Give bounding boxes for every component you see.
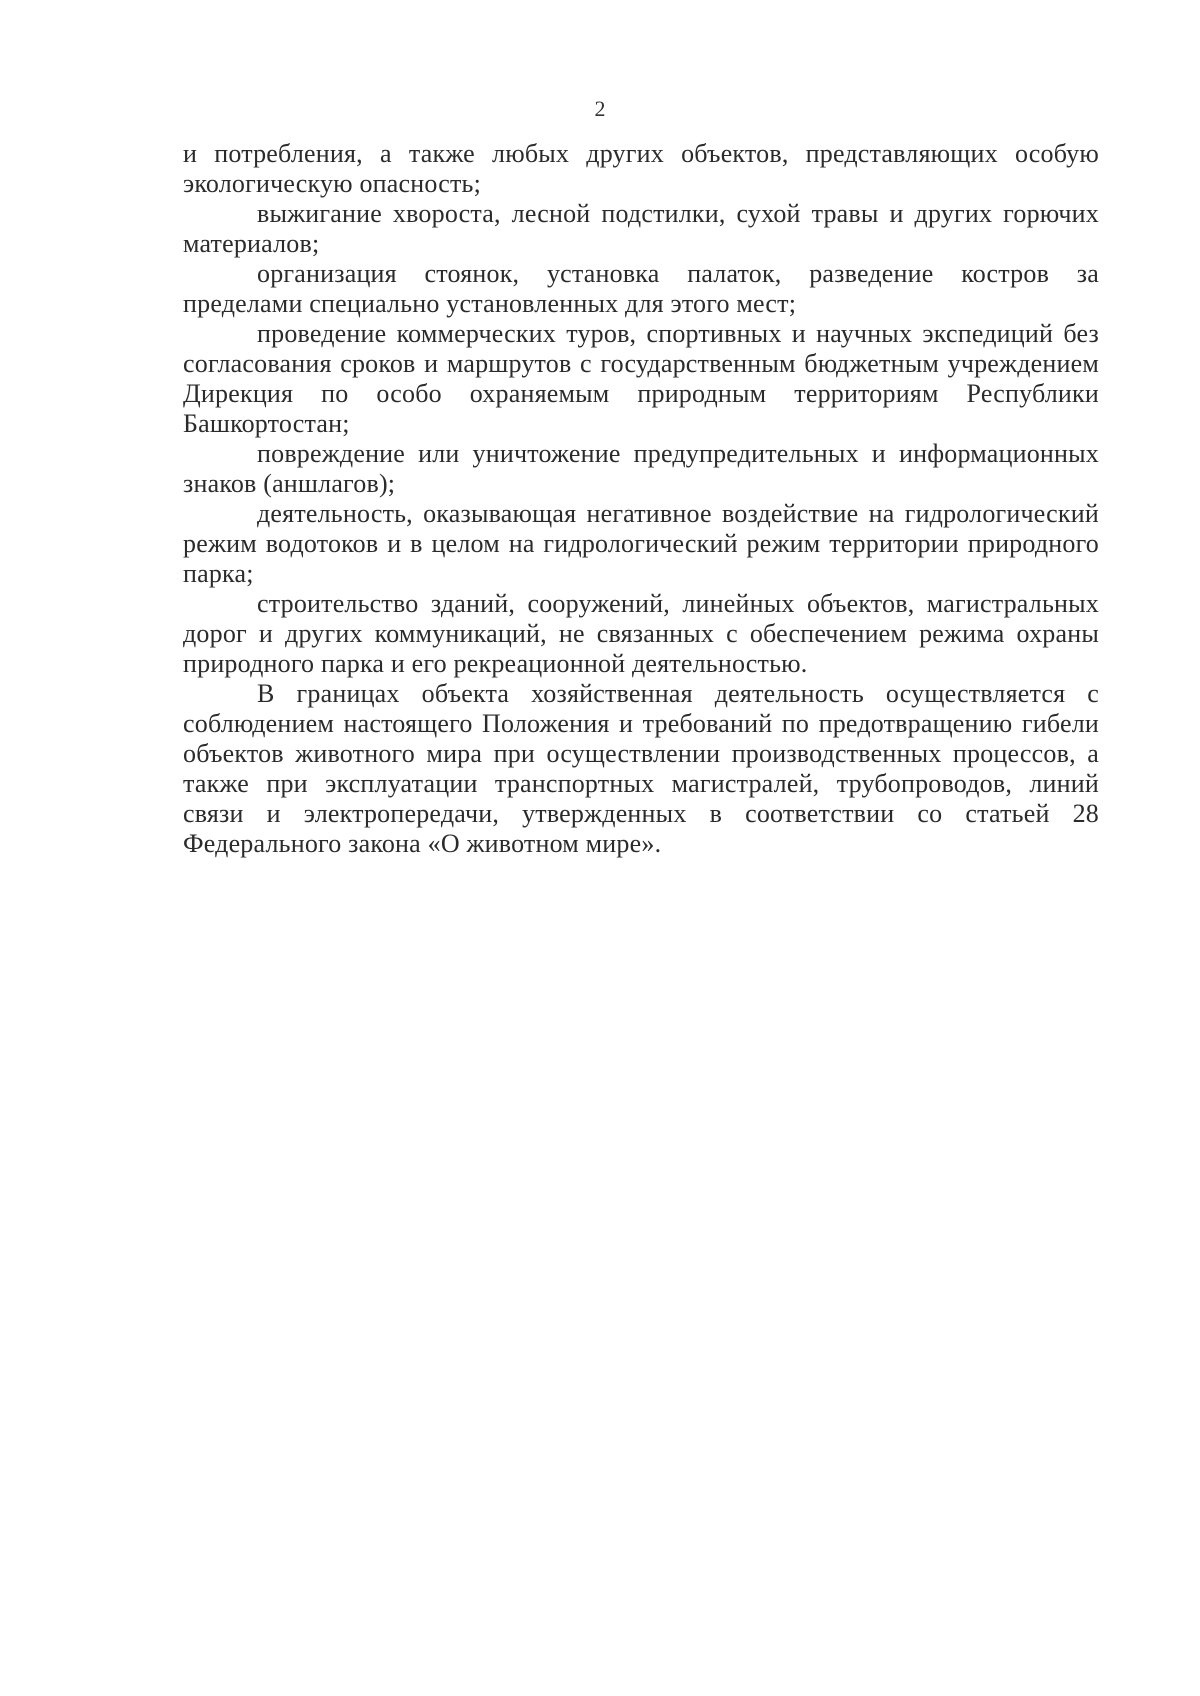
- document-body: [183, 139, 1099, 859]
- paragraph-expeditions-ban: проведение коммерческих туров, спортивных и научных экспедиций без согласования сроков и маршрутов с государственным бюджетным учреждением Дирекция по особо охраняемым природным территориям Республики Башкортостан;: [183, 319, 1099, 438]
- paragraph-hydrology-ban: деятельность, оказывающая негативное воздействие на гидрологический режим водотоков и в целом на гидрологический режим территории природного парка;: [183, 499, 1099, 588]
- paragraph-construction-ban: строительство зданий, сооружений, линейных объектов, магистральных дорог и других коммуникаций, не связанных с обеспечением режима охраны природного парка и его рекреационной деятельностью.: [183, 589, 1099, 678]
- paragraph-camping-ban: организация стоянок, установка палаток, разведение костров за пределами специально установленных для этого мест;: [183, 259, 1099, 318]
- paragraph-continuation: и потребления, а также любых других объектов, представляющих особую экологическую опасность;: [183, 139, 1099, 198]
- paragraph-signs-ban: повреждение или уничтожение предупредительных и информационных знаков (аншлагов);: [183, 439, 1099, 498]
- paragraph-burning-ban: выжигание хвороста, лесной подстилки, сухой травы и других горючих материалов;: [183, 199, 1099, 258]
- page-number: 2: [594, 96, 606, 121]
- paragraph-economic-activity: В границах объекта хозяйственная деятельность осуществляется с соблюдением настоящего Положения и требований по предотвращению гибели объектов животного мира при осуществлении производственных процессов, а также при эксплуатации транспортных магистралей, трубопроводов, линий связи и электропередачи, утвержденных в соответствии со статьей 28 Федерального закона «О животном мире».: [183, 679, 1099, 858]
